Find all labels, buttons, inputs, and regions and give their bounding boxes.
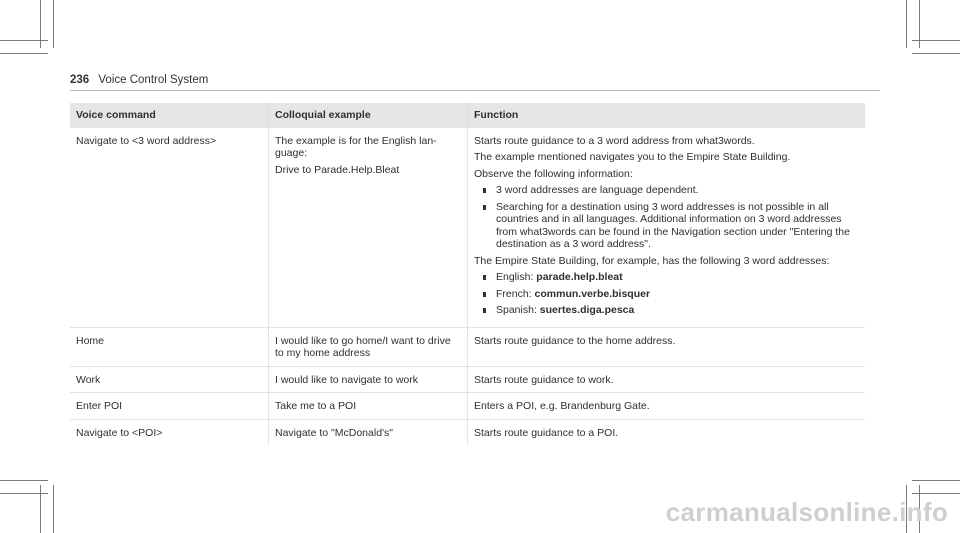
crop-mark [912, 53, 960, 54]
address-language: Spanish: [496, 304, 537, 316]
cell-command: Enter POI [70, 393, 269, 420]
crop-mark [912, 493, 960, 494]
crop-mark [0, 480, 48, 481]
crop-mark [53, 485, 54, 533]
address-value: commun.verbe.bisquer [534, 287, 651, 300]
address-value: suertes.diga.pesca [539, 304, 635, 316]
example-line: The example is for the English lan-guage: [275, 134, 437, 159]
function-paragraph: Observe the following information: [474, 167, 633, 180]
voice-command-table [70, 103, 865, 445]
page-number: 236 [70, 74, 90, 86]
function-paragraph: The Empire State Building, for example, has the following 3 word addresses: [474, 254, 830, 267]
header-function: Function [468, 103, 866, 128]
cell-function: Starts route guidance to a POI. [468, 419, 866, 445]
cell-function [468, 128, 866, 328]
crop-mark [0, 40, 48, 41]
cell-example [269, 128, 468, 328]
cell-example: Navigate to "McDonald's" [269, 419, 468, 445]
address-list [474, 271, 859, 317]
crop-mark [0, 53, 48, 54]
function-paragraph: Starts route guidance to a 3 word address from what3words. [474, 134, 755, 147]
example-line: Drive to Parade.Help.Bleat [275, 163, 400, 176]
list-item: 3 word addresses are language dependent. [496, 184, 859, 197]
table-row [70, 393, 865, 420]
section-title: Voice Control System [98, 74, 209, 86]
cell-command: Navigate to <POI> [76, 426, 163, 439]
cell-example: Take me to a POI [269, 393, 468, 420]
function-paragraph: The example mentioned navigates you to the Empire State Building. [474, 151, 791, 163]
address-language: French: [496, 287, 532, 300]
header-voice-command: Voice command [70, 103, 269, 128]
address-language: English: [496, 271, 534, 283]
watermark: carmanualsonline.info [665, 497, 948, 527]
table-row [70, 128, 865, 328]
crop-mark [912, 480, 960, 481]
list-item: Searching for a destination using 3 word addresses is not possible in all countries and in all languages. Additional information on 3 word addresses from what3words can be found in the Navigation section under "Entering the destination as a 3 word address". [496, 201, 859, 251]
crop-mark [0, 493, 48, 494]
cell-command: Work [70, 366, 269, 393]
header-divider [70, 90, 880, 91]
cell-function: Starts route guidance to work. [468, 366, 866, 393]
table-row [70, 327, 865, 366]
list-item [496, 288, 859, 301]
crop-mark [912, 40, 960, 41]
list-item [496, 304, 859, 317]
address-value: parade.help.bleat [536, 271, 623, 283]
crop-mark [906, 0, 907, 48]
cell-function: Enters a POI, e.g. Brandenburg Gate. [468, 393, 866, 420]
cell-function: Starts route guidance to the home address. [468, 327, 866, 366]
list-item [496, 271, 859, 284]
cell-example: I would like to navigate to work [269, 366, 468, 393]
header-colloquial-example: Colloquial example [269, 103, 468, 128]
table-header-row [70, 103, 865, 128]
cell-command: Navigate to <3 word address> [70, 128, 269, 328]
table-row [70, 366, 865, 393]
cell-example: I would like to go home/I want to drive to my home address [269, 327, 468, 366]
info-bullet-list [474, 184, 859, 251]
cell-command: Home [70, 327, 269, 366]
crop-mark [53, 0, 54, 48]
table-row [70, 419, 865, 445]
